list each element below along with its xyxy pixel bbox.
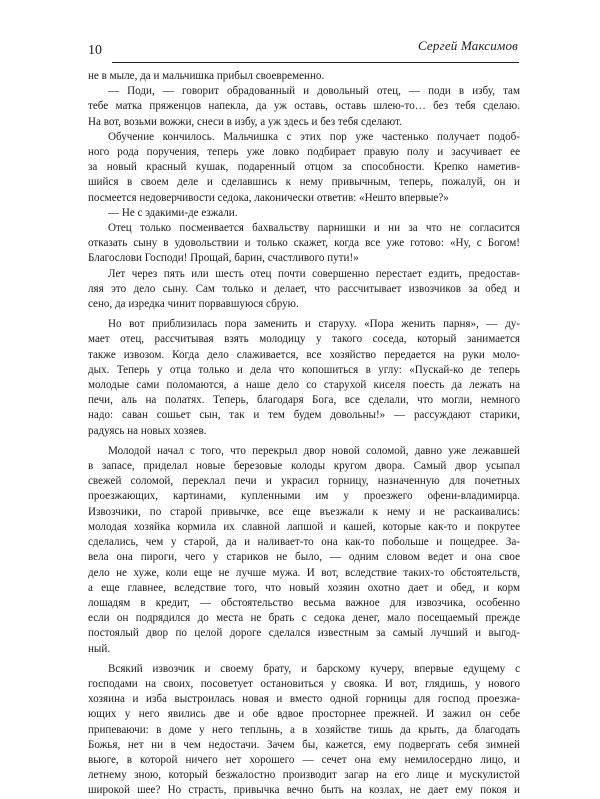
text-line: а еще главнее, вследствие того, что новый хозяин охотно дает и обед, и корм (88, 581, 520, 594)
text-line: отказать сыну в удовольствии и только скажет, когда все уже готово: «Ну, с Богом! (88, 237, 520, 250)
text-line: хозяина и изба выстроилась новая и вместо одной горницы для господ проезжа- (88, 693, 520, 706)
text-line: — Не с эдакими-де езжали. (108, 206, 238, 219)
text-line: летнему зною, который безжалостно производит загар на его лице и мускулистой (88, 769, 520, 782)
text-line: мает отец, рассчитывая взять молодицу у такого соседа, который занимается (88, 333, 520, 346)
text-line: Божья, нет ни в чем недостачи. Зачем бы, кажется, ему подвергать себя зимней (88, 738, 520, 751)
text-line: шийся в своем деле и сделавшись к нему привычным, теперь, пожалуй, он и (88, 176, 520, 189)
text-line: дело не хуже, коли еще не лучше мужа. И вот, вследствие таких-то обстоятельств, (88, 566, 520, 579)
header-rule (112, 62, 519, 63)
text-line: печи, аль на полатях. Теперь, благодаря Бога, все сделали, что могли, немного (88, 394, 520, 407)
text-line: не в мыле, да и мальчишка прибыл своевременно. (88, 70, 325, 82)
text-line: сделались, чем у старой, да и наливает-то она как-то побольше и пощедрее. За- (88, 536, 520, 549)
text-line: Извозчики, по старой привычке, все еще въезжали к нему и не раскаивались: (88, 505, 520, 518)
text-line: радуясь на новых хозяев. (88, 424, 207, 437)
text-line: если он подрядился до места не брать с седока денег, мало посещаемый прежде (88, 612, 520, 625)
text-line: лошадям в кредит, — обстоятельство весьма важное для извозчика, особенно (88, 596, 520, 609)
text-line: тебе матка пряженцов напекла, да уж оставь, оставь шлею-то… без тебя сделаю. (88, 100, 520, 113)
body-text (88, 69, 520, 799)
text-line: посмеется недоверчивости седока, лаконически ответив: «Нешто впервые?» (88, 191, 449, 204)
text-line: молодая хозяйка кормила их славной лапшой и кашей, которые как-то и покрутее (88, 520, 520, 533)
text-line: Всякий извозчик и своему брату, и барскому кучеру, впервые едущему с (108, 662, 520, 675)
text-line: ляя это дело сыну. Сам только и делает, что рассчитывает извозчиков за обед и (88, 282, 520, 295)
text-line: Но вот приблизилась пора заменить и старуху. «Пора женить парня», — ду- (108, 318, 520, 331)
text-line: сено, да изредка чинит порвавшуюся сбрую. (88, 298, 299, 311)
text-line: ющих у него явились две и обе вдвое просторнее прежней. И зажил он себе (88, 708, 520, 721)
text-line: вьюге, в которой ничего нет хорошего — сечет она ему немилосердно лицо, и (88, 753, 520, 766)
text-line: велa она пироги, чего у стариков не было, — одним словом ведет и она свое (88, 551, 520, 564)
text-line: за новый красный кушак, подаренный отцом за способности. Крепко наметив- (88, 161, 520, 174)
text-line: широкой шее? Но страсть, привычка вечно быть на козлах, не дает ему покоя и (88, 784, 520, 797)
text-line: ного рода поручения, теперь уже ловко подбирает правую полу и засучивает ее (88, 146, 520, 159)
text-line: Благослови Господи! Прощай, барин, счастливого пути!» (88, 252, 359, 265)
text-line: Молодой начал с того, что перекрыл двор новой соломой, давно уже лежавшей (108, 444, 520, 457)
running-head-author: Сергей Максимов (417, 38, 518, 53)
text-line: постоялый двор по целой дороге сделался известным за самый лучший и выгод- (88, 627, 520, 640)
text-line: Отец только посмеивается бахвальству парнишки и ни за что не согласится (108, 222, 520, 235)
text-line: — Поди, — говорит обрадованный и довольный отец, — поди в избу, там (108, 85, 520, 98)
text-line: господами на своих, посоветует остановиться у свояка. И вот, глядишь, у нового (88, 677, 520, 690)
text-line: надо: саван сошьет сын, так и тем будем довольны!» — рассуждают старики, (88, 409, 520, 422)
text-line: Обучение кончилось. Мальчишка с этих пор уже частенько получает подоб- (108, 130, 520, 143)
text-line: На вот, возьми вожжи, снеси в избу, а уж здесь и без тебя сделают. (88, 115, 402, 128)
text-line: проезжающих, картинами, купленными им у проезжего офени-владимирца. (88, 490, 520, 503)
text-line: дых. Теперь у отца только и дела что копошиться в углу: «Пускай-ко де теперь (88, 363, 520, 376)
page-number: 10 (88, 43, 102, 58)
text-line: Лет через пять или шесть отец почти совершенно перестает ездить, предостав- (108, 267, 520, 280)
text-line: ный. (88, 642, 111, 655)
text-line: молодые сами поломаются, а наше дело со старухой киселя поесть да лежать на (88, 379, 520, 392)
text-line: в запасе, приделал новые березовые колоды кругом двора. Самый двор усыпал (88, 460, 520, 473)
text-line: припеваючи: в доме у него теплынь, а в хозяйстве тишь да крыть, да благодать (88, 723, 520, 736)
text-line: также извозом. Когда дело слаживается, все хозяйство передается на руки моло- (88, 348, 520, 361)
text-line: свежей соломой, переклал печи и украсил горницу, назначенную для почетных (88, 475, 520, 488)
